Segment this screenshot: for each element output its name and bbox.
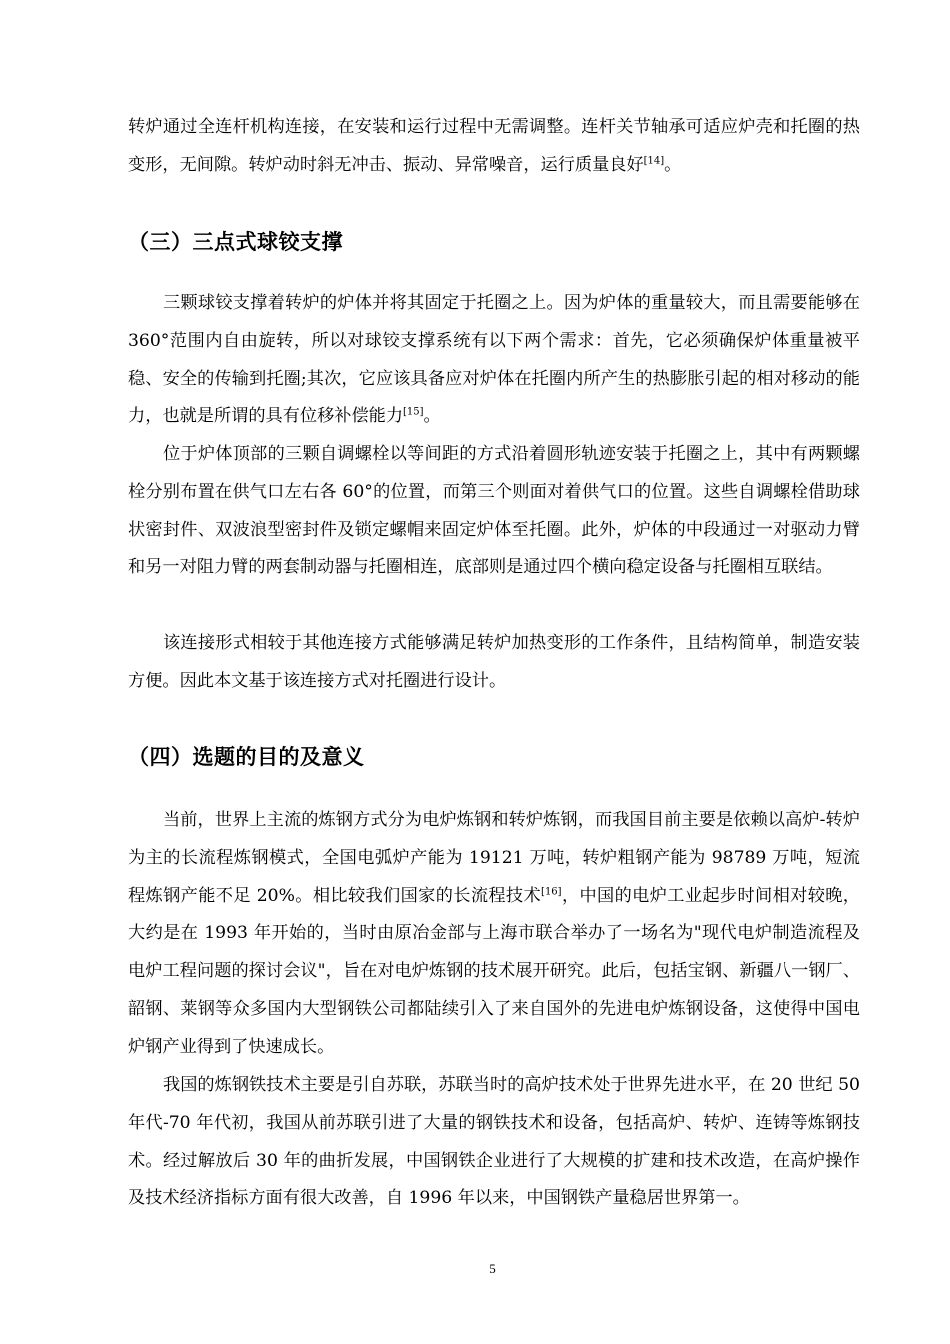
citation-ref-15[interactable]: [15] — [403, 406, 424, 418]
section4-paragraph-1 — [128, 802, 860, 1067]
section3-paragraph-3: 该连接形式相较于其他连接方式能够满足转炉加热变形的工作条件，且结构简单，制造安装方便。因此本文基于该连接方式对托圈进行设计。 — [128, 633, 860, 691]
page-number: 5 — [489, 1261, 496, 1276]
citation-ref-14[interactable]: [14] — [643, 155, 665, 167]
section3-paragraph-2: 位于炉体顶部的三颗自调螺栓以等间距的方式沿着圆形轨迹安装于托圈之上，其中有两颗螺栓分别布置在供气口左右各 60°的位置，而第三个则面对着供气口的位置。这些自调螺栓借助球状密封件、双波浪型密封件及锁定螺帽来固定炉体至托圈。此外，炉体的中段通过一对驱动力臂和另一对阻力臂的两套制动器与托圈相连，底部则是通过四个横向稳定设备与托圈相互联结。 — [128, 444, 860, 578]
section4-p1-text: 当前，世界上主流的炼钢方式分为电炉炼钢和转炉炼钢，而我国目前主要是依赖以高炉-转炉为主的长流程炼钢模式，全国电弧炉产能为 19121 万吨，转炉粗钢产能为 98789 万吨，短流程炼钢产能不足 20%。相比较我们国家的长流程技术 — [128, 810, 860, 906]
intro-tail: 。 — [664, 154, 682, 175]
intro-text: 转炉通过全连杆机构连接，在安装和运行过程中无需调整。连杆关节轴承可适应炉壳和托圈的热变形，无间隙。转炉动时斜无冲击、振动、异常噪音，运行质量良好 — [128, 117, 860, 175]
section-heading-4: （四）选题的目的及意义 — [128, 745, 365, 769]
section3-p1-text: 三颗球铰支撑着转炉的炉体并将其固定于托圈之上。因为炉体的重量较大，而且需要能够在360°范围内自由旋转，所以对球铰支撑系统有以下两个需求：首先，它必须确保炉体重量被平稳、安全的传输到托圈;其次，它应该具备应对炉体在托圈内所产生的热膨胀引起的相对移动的能力，也就是所谓的具有位移补偿能力 — [128, 293, 860, 427]
citation-ref-16[interactable]: [16] — [541, 885, 562, 897]
intro-paragraph — [128, 109, 860, 185]
section3-p1-tail: 。 — [423, 406, 441, 427]
section3-paragraph-1 — [128, 285, 860, 436]
section-heading-3: （三）三点式球铰支撑 — [128, 230, 343, 254]
section4-p1-tail: ，中国的电炉工业起步时间相对较晚，大约是在 1993 年开始的，当时由原冶金部与上海市联合举办了一场名为"现代电炉制造流程及电炉工程问题的探讨会议"，旨在对电炉炼钢的技术展开研究。此后，包括宝钢、新疆八一钢厂、韶钢、莱钢等众多国内大型钢铁公司都陆续引入了来自国外的先进电炉炼钢设备，这使得中国电炉钢产业得到了快速成长。 — [128, 885, 860, 1057]
section4-paragraph-2: 我国的炼钢铁技术主要是引自苏联，苏联当时的高炉技术处于世界先进水平，在 20 世纪 50 年代-70 年代初，我国从前苏联引进了大量的钢铁技术和设备，包括高炉、转炉、连铸等炼钢技术。经过解放后 30 年的曲折发展，中国钢铁企业进行了大规模的扩建和技术改造，在高炉操作及技术经济指标方面有很大改善，自 1996 年以来，中国钢铁产量稳居世界第一。 — [128, 1075, 860, 1209]
